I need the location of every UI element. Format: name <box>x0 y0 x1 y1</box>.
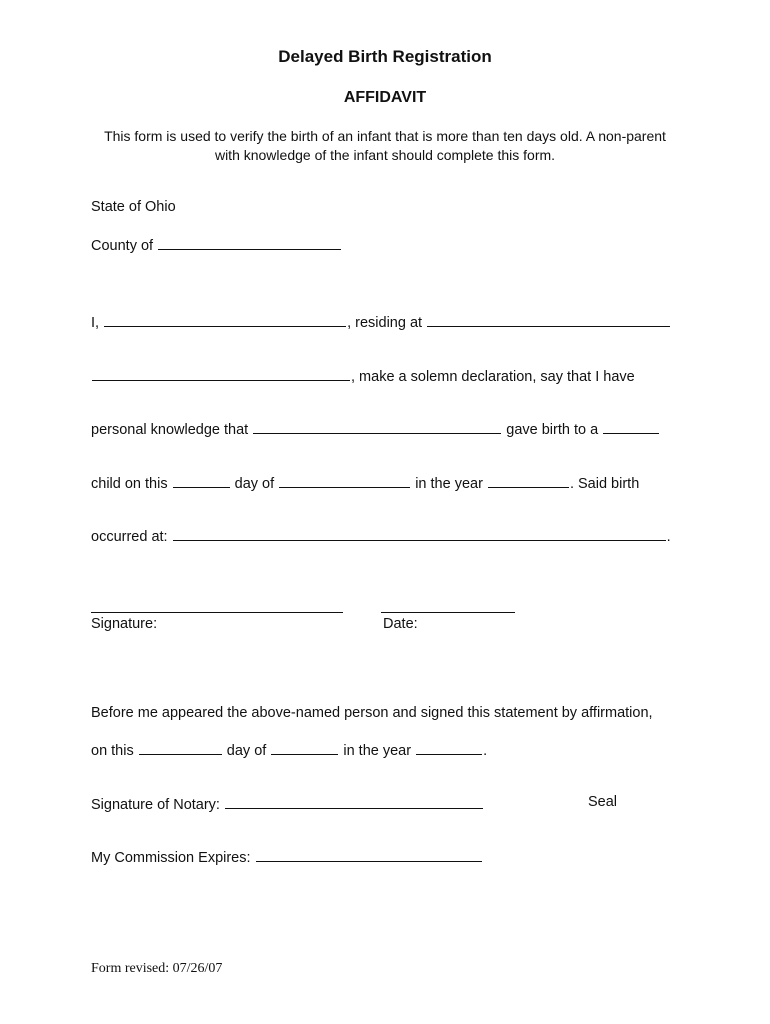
commission-expires-label: My Commission Expires: <box>91 850 251 866</box>
declarant-line <box>91 312 671 331</box>
commission-expires-field[interactable] <box>256 847 482 862</box>
day-of-label: day of <box>234 476 275 492</box>
seal-label: Seal <box>588 794 618 810</box>
form-revision-footer: Form revised: 07/26/07 <box>91 961 223 976</box>
personal-knowledge-label: personal knowledge that <box>91 422 249 438</box>
knowledge-line <box>91 419 660 438</box>
solemn-declaration-text: , make a solemn declaration, say that I have <box>351 369 635 385</box>
state-label: State of Ohio <box>91 199 176 215</box>
birth-day-field[interactable] <box>173 473 230 488</box>
occurred-at-label: occurred at: <box>91 529 168 545</box>
occurred-at-period: . <box>666 529 671 545</box>
birth-month-field[interactable] <box>279 473 410 488</box>
gave-birth-label: gave birth to a <box>506 422 599 438</box>
notary-signature-line <box>91 794 484 813</box>
notary-day-field[interactable] <box>139 740 222 755</box>
notary-signature-field[interactable] <box>225 794 483 809</box>
said-birth-text: . Said birth <box>569 476 640 492</box>
mother-name-field[interactable] <box>253 419 501 434</box>
county-line <box>91 235 342 254</box>
notary-in-the-year-label: in the year <box>343 743 412 759</box>
commission-line <box>91 847 483 866</box>
child-sex-field[interactable] <box>603 419 659 434</box>
notary-on-this-label: on this <box>91 743 134 759</box>
notary-signature-label: Signature of Notary: <box>91 797 220 813</box>
notary-year-field[interactable] <box>416 740 482 755</box>
intro-paragraph: This form is used to verify the birth of an infant that is more than ten days old. A non-parent with knowledge of the infant should complete this form. <box>104 128 666 163</box>
in-the-year-label: in the year <box>415 476 483 492</box>
notary-date-period: . <box>483 743 488 759</box>
county-field[interactable] <box>158 235 341 250</box>
birth-date-line <box>91 473 639 492</box>
declaration-line <box>91 366 635 385</box>
notary-month-field[interactable] <box>271 740 338 755</box>
signature-label: Signature: <box>91 616 158 632</box>
residing-at-label: , residing at <box>347 315 423 331</box>
address-continued-field[interactable] <box>92 366 350 381</box>
birth-place-field[interactable] <box>173 526 666 541</box>
residence-field[interactable] <box>427 312 670 327</box>
notary-day-of-label: day of <box>226 743 267 759</box>
document-title: Delayed Birth Registration <box>278 47 492 66</box>
document-subtitle: AFFIDAVIT <box>343 89 427 106</box>
notary-statement: Before me appeared the above-named person and signed this statement by affirmation, <box>91 705 653 721</box>
i-label: I, <box>91 315 100 331</box>
birth-place-line <box>91 526 671 545</box>
county-label: County of <box>91 238 154 254</box>
date-field[interactable] <box>381 612 515 613</box>
declarant-name-field[interactable] <box>104 312 346 327</box>
notary-date-line <box>91 740 487 759</box>
birth-year-field[interactable] <box>488 473 569 488</box>
child-on-this-label: child on this <box>91 476 168 492</box>
date-label: Date: <box>383 616 418 632</box>
signature-field[interactable] <box>91 612 343 613</box>
